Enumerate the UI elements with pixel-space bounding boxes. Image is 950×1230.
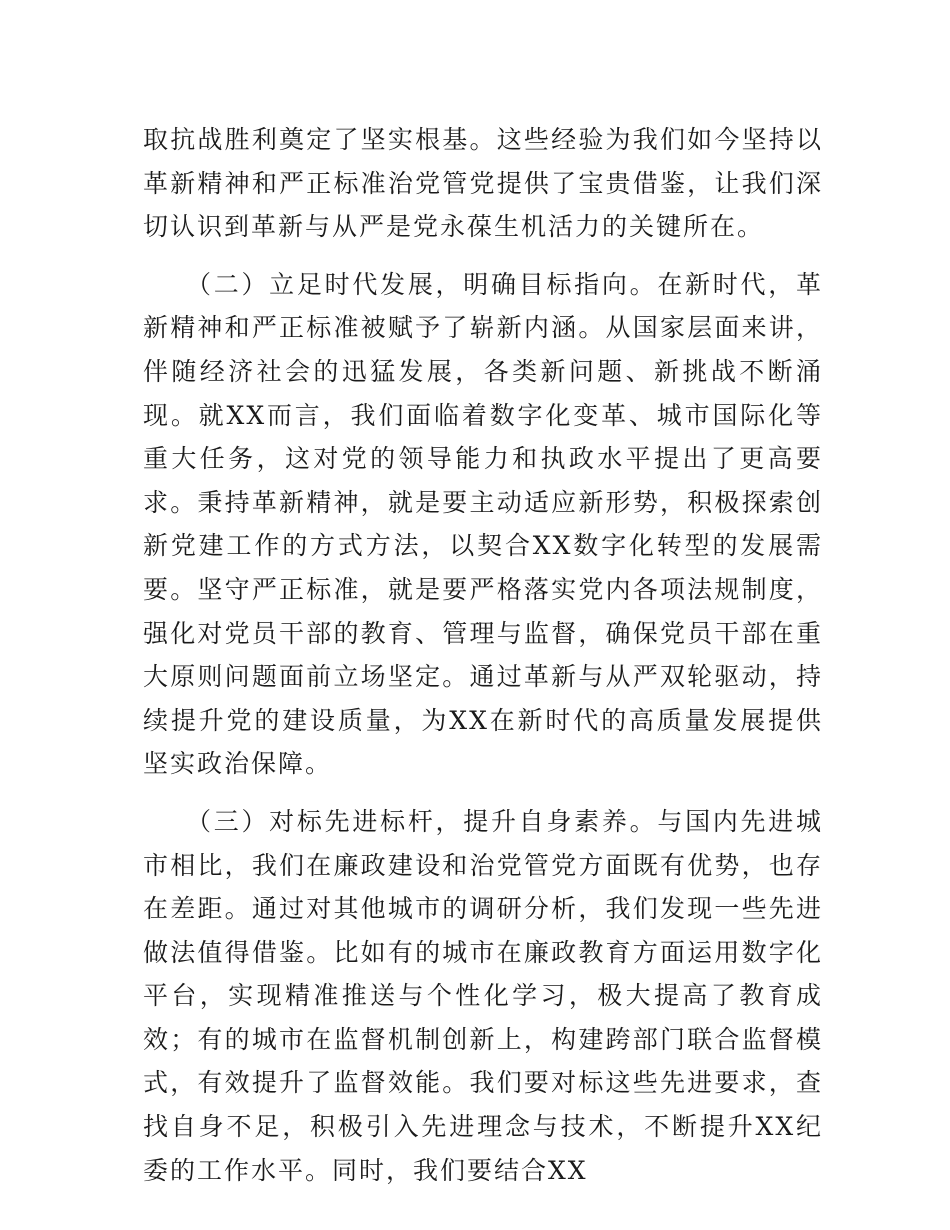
document-body [143,118,823,1192]
paragraph-section-two: （二）立足时代发展，明确目标指向。在新时代，革新精神和严正标准被赋予了崭新内涵。从国家层面来讲，伴随经济社会的迅猛发展，各类新问题、新挑战不断涌现。就XX而言，我们面临着数字化变革、城市国际化等重大任务，这对党的领导能力和执政水平提出了更高要求。秉持革新精神，就是要主动适应新形势，积极探索创新党建工作的方式方法，以契合XX数字化转型的发展需要。坚守严正标准，就是要严格落实党内各项法规制度，强化对党员干部的教育、管理与监督，确保党员干部在重大原则问题面前立场坚定。通过革新与从严双轮驱动，持续提升党的建设质量，为XX在新时代的高质量发展提供坚实政治保障。 [143,269,823,779]
paragraph-continuation: 取抗战胜利奠定了坚实根基。这些经验为我们如今坚持以革新精神和严正标准治党管党提供了宝贵借鉴，让我们深切认识到革新与从严是党永葆生机活力的关键所在。 [143,125,823,242]
paragraph-section-three: （三）对标先进标杆，提升自身素养。与国内先进城市相比，我们在廉政建设和治党管党方面既有优势，也存在差距。通过对其他城市的调研分析，我们发现一些先进做法值得借鉴。比如有的城市在廉政教育方面运用数字化平台，实现精准推送与个性化学习，极大提高了教育成效；有的城市在监督机制创新上，构建跨部门联合监督模式，有效提升了监督效能。我们要对标这些先进要求，查找自身不足，积极引入先进理念与技术，不断提升XX纪委的工作水平。同时，我们要结合XX [143,806,823,1185]
